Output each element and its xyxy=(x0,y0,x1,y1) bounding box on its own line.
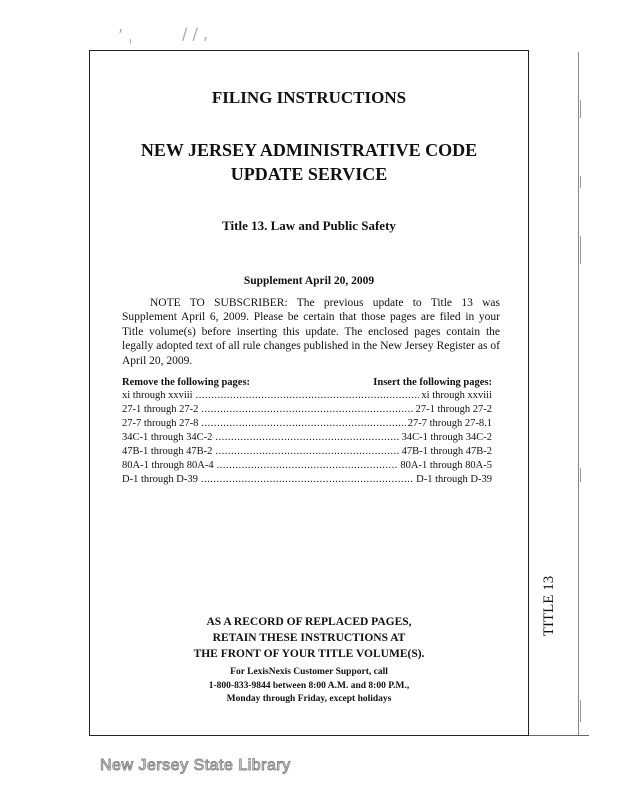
code-title-line1: NEW JERSEY ADMINISTRATIVE CODE xyxy=(140,140,478,160)
table-row xyxy=(122,431,492,445)
title-subject: Title 13. Law and Public Safety xyxy=(222,218,396,233)
margin-tick xyxy=(580,100,581,118)
remove-header: Remove the following pages: xyxy=(122,377,251,388)
remove-pages: xi through xxviii xyxy=(122,390,193,401)
remove-pages: 27-1 through 27-2 xyxy=(122,404,199,415)
table-row xyxy=(122,445,492,459)
table-row xyxy=(122,459,492,473)
table-row xyxy=(122,389,492,403)
margin-tick xyxy=(580,236,581,264)
support-line1: For LexisNexis Customer Support, call xyxy=(230,667,388,677)
insert-pages: 47B-1 through 47B-2 xyxy=(401,446,492,457)
margin-tick xyxy=(580,176,581,188)
insert-pages: D-1 through D-39 xyxy=(416,474,492,485)
bottom-margin-rule xyxy=(529,735,589,736)
record-line2: RETAIN THESE INSTRUCTIONS AT xyxy=(212,632,406,644)
margin-tick xyxy=(580,700,581,722)
record-notice xyxy=(89,614,529,662)
handwritten-mark: ʼ ˌ xyxy=(118,26,133,45)
insert-pages: 80A-1 through 80A-5 xyxy=(400,460,492,471)
remove-pages: D-1 through D-39 xyxy=(122,474,198,485)
dot-leader xyxy=(201,403,413,417)
dot-leader xyxy=(217,459,399,473)
record-line3: THE FRONT OF YOUR TITLE VOLUME(S). xyxy=(193,648,425,660)
table-row xyxy=(122,403,492,417)
remove-pages: 34C-1 through 34C-2 xyxy=(122,432,213,443)
remove-pages: 47B-1 through 47B-2 xyxy=(122,446,213,457)
page-replacement-table xyxy=(122,376,492,487)
code-title-line2: UPDATE SERVICE xyxy=(230,164,388,184)
right-margin-rule xyxy=(578,52,579,736)
insert-header: Insert the following pages: xyxy=(373,377,492,388)
remove-pages: 80A-1 through 80A-4 xyxy=(122,460,214,471)
supplement-date: Supplement April 20, 2009 xyxy=(243,275,375,287)
remove-pages: 27-7 through 27-8 xyxy=(122,418,199,429)
dot-leader xyxy=(201,473,414,487)
dot-leader xyxy=(196,389,420,403)
dot-leader xyxy=(201,417,405,431)
table-header xyxy=(122,376,492,389)
customer-support xyxy=(89,666,529,707)
note-to-subscriber: NOTE TO SUBSCRIBER: The previous update to Title 13 was Supplement April 6, 2009. Please be certain that those pages are filed in your Title volume(s) before inserting this update. The enclosed pages contain the legally adopted text of all rule changes published in the New Jersey Register as of April 20, 2009. xyxy=(122,297,500,367)
insert-pages: xi through xxviii xyxy=(421,390,492,401)
insert-pages: 27-1 through 27-2 xyxy=(415,404,492,415)
title-side-label: TITLE 13 xyxy=(541,575,557,637)
record-line1: AS A RECORD OF REPLACED PAGES, xyxy=(206,616,412,628)
dot-leader xyxy=(215,445,399,459)
margin-tick xyxy=(580,468,581,482)
code-title xyxy=(89,138,529,186)
handwritten-mark: / / , xyxy=(182,24,209,43)
table-row xyxy=(122,417,492,431)
support-line2: 1-800-833-9844 between 8:00 A.M. and 8:00 P.M., xyxy=(208,680,410,691)
library-watermark: New Jersey State Library xyxy=(100,757,291,774)
dot-leader xyxy=(215,431,399,445)
table-row xyxy=(122,473,492,487)
filing-instructions-heading: FILING INSTRUCTIONS xyxy=(211,88,407,107)
insert-pages: 34C-1 through 34C-2 xyxy=(401,432,492,443)
insert-pages: 27-7 through 27-8.1 xyxy=(407,418,492,429)
support-line3: Monday through Friday, except holidays xyxy=(226,694,392,704)
